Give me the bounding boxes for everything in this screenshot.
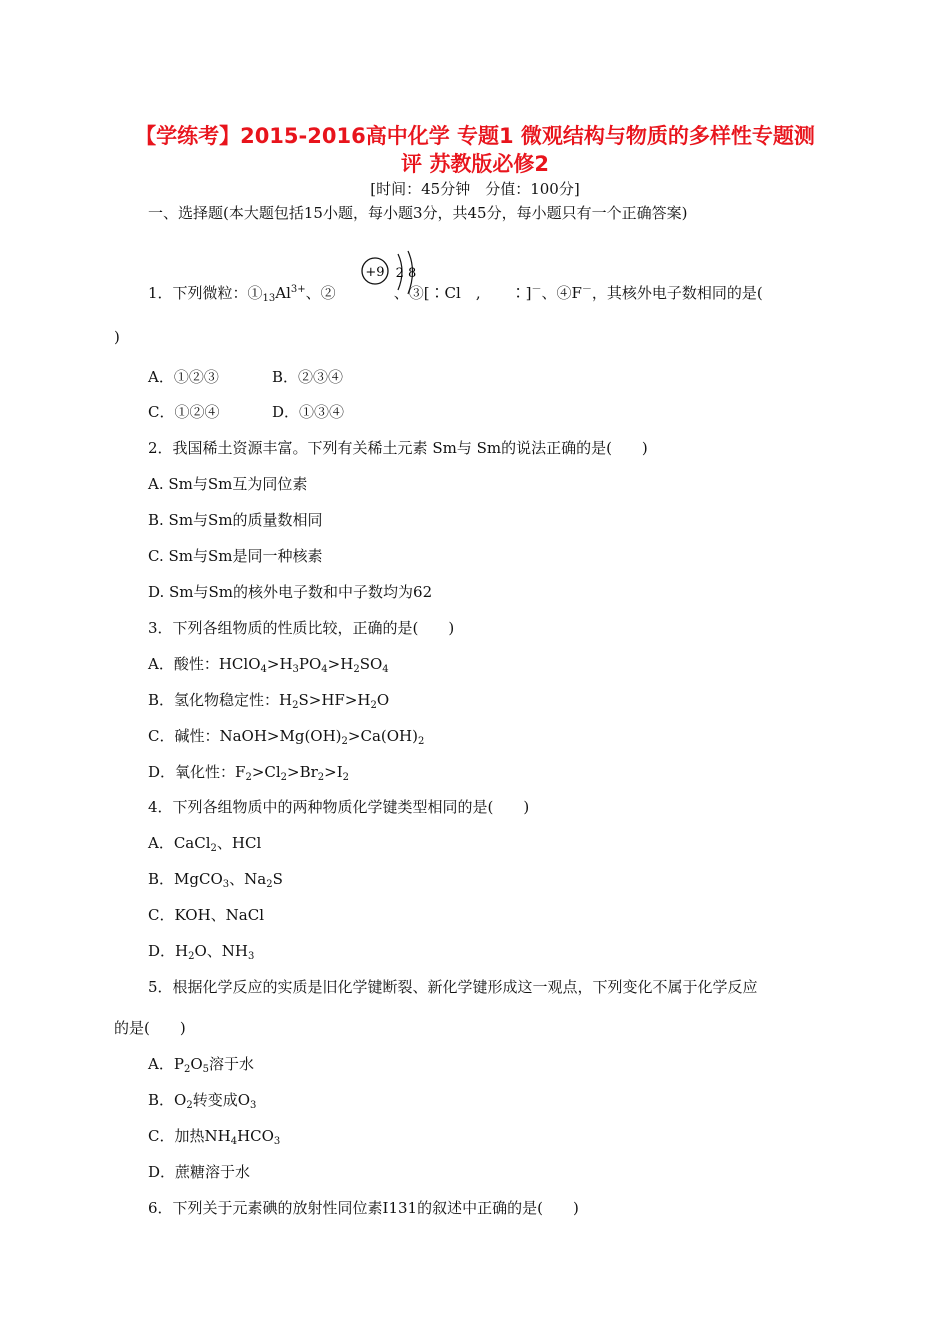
question-5-wrap: 的是( ) [114,1019,186,1037]
question-3-stem: 3．下列各组物质的性质比较，正确的是( ) [148,619,455,637]
question-5-stem: 5．根据化学反应的实质是旧化学键断裂、新化学键形成这一观点，下列变化不属于化学反应 [148,978,758,996]
question-1-option-c: C．①②④ [148,403,220,421]
question-3-option-a: A．酸性：$HClO_4>H_3PO_4>H_2SO_4$ [148,655,389,675]
question-3-option-b: B．氢化物稳定性：$H_2S>HF>H_2O$ [148,691,390,711]
question-5-option-c: C．加热$NH_4HCO_3$ [148,1127,281,1147]
question-5-option-a: A．$P_2O_5$溶于水 [148,1055,255,1075]
question-3-option-d: D．氧化性：$F_2>Cl_2>Br_2>I_2$ [148,763,350,783]
question-3-option-c: C．碱性：$NaOH>Mg(OH)_2>Ca(OH)_2$ [148,727,425,747]
question-4-option-d: D．$H_2O$、$NH_3$ [148,942,255,962]
question-6-stem: 6．下列关于元素碘的放射性同位素I131的叙述中正确的是( ) [148,1199,579,1217]
section-heading: 一、选择题(本大题包括15小题，每小题3分，共45分，每小题只有一个正确答案) [148,204,688,222]
question-4-option-b: B．MgCO$_3$、$Na_2S$ [148,870,283,890]
document-title-line2: 评 苏教版必修2 [401,152,549,176]
question-5-option-b: B．$O_2$转变成$O_3$ [148,1091,257,1111]
question-2-option-c: C. Sm与Sm是同一种核素 [148,547,323,565]
fluorine-atom-structure-diagram [360,250,426,296]
question-1-option-a: A．①②③ [148,368,219,386]
nucleus-charge: +9 [365,265,385,280]
electron-shells: 2 8 [395,266,417,281]
question-2-option-b: B. Sm与Sm的质量数相同 [148,511,323,529]
question-4-option-a: A．CaCl$_2$、HCl [148,834,262,854]
question-4-stem: 4．下列各组物质中的两种物质化学键类型相同的是( ) [148,798,530,816]
question-4-option-c: C．KOH、NaCl [148,906,265,924]
question-1-option-b: B．②③④ [272,368,344,386]
question-5-option-d: D．蔗糖溶于水 [148,1163,251,1181]
question-2-option-d: D. Sm与Sm的核外电子数和中子数均为62 [148,583,433,601]
question-2-option-a: A. Sm与Sm互为同位素 [148,475,308,493]
time-score-info: [时间：45分钟 分值：100分] [370,180,580,198]
question-2-stem: 2．我国稀土资源丰富。下列有关稀土元素 Sm与 Sm的说法正确的是( ) [148,439,648,457]
question-1-option-d: D．①③④ [272,403,345,421]
question-1-wrap: ) [114,328,120,346]
document-title-line1: 【学练考】2015-2016高中化学 专题1 微观结构与物质的多样性专题测 [135,124,815,148]
question-1-stem: 1．下列微粒：$①_{13}Al^{3+}$、② 、③[∶Cl , ∶]－、④F－，其核外电子数相同的是( [148,284,763,304]
